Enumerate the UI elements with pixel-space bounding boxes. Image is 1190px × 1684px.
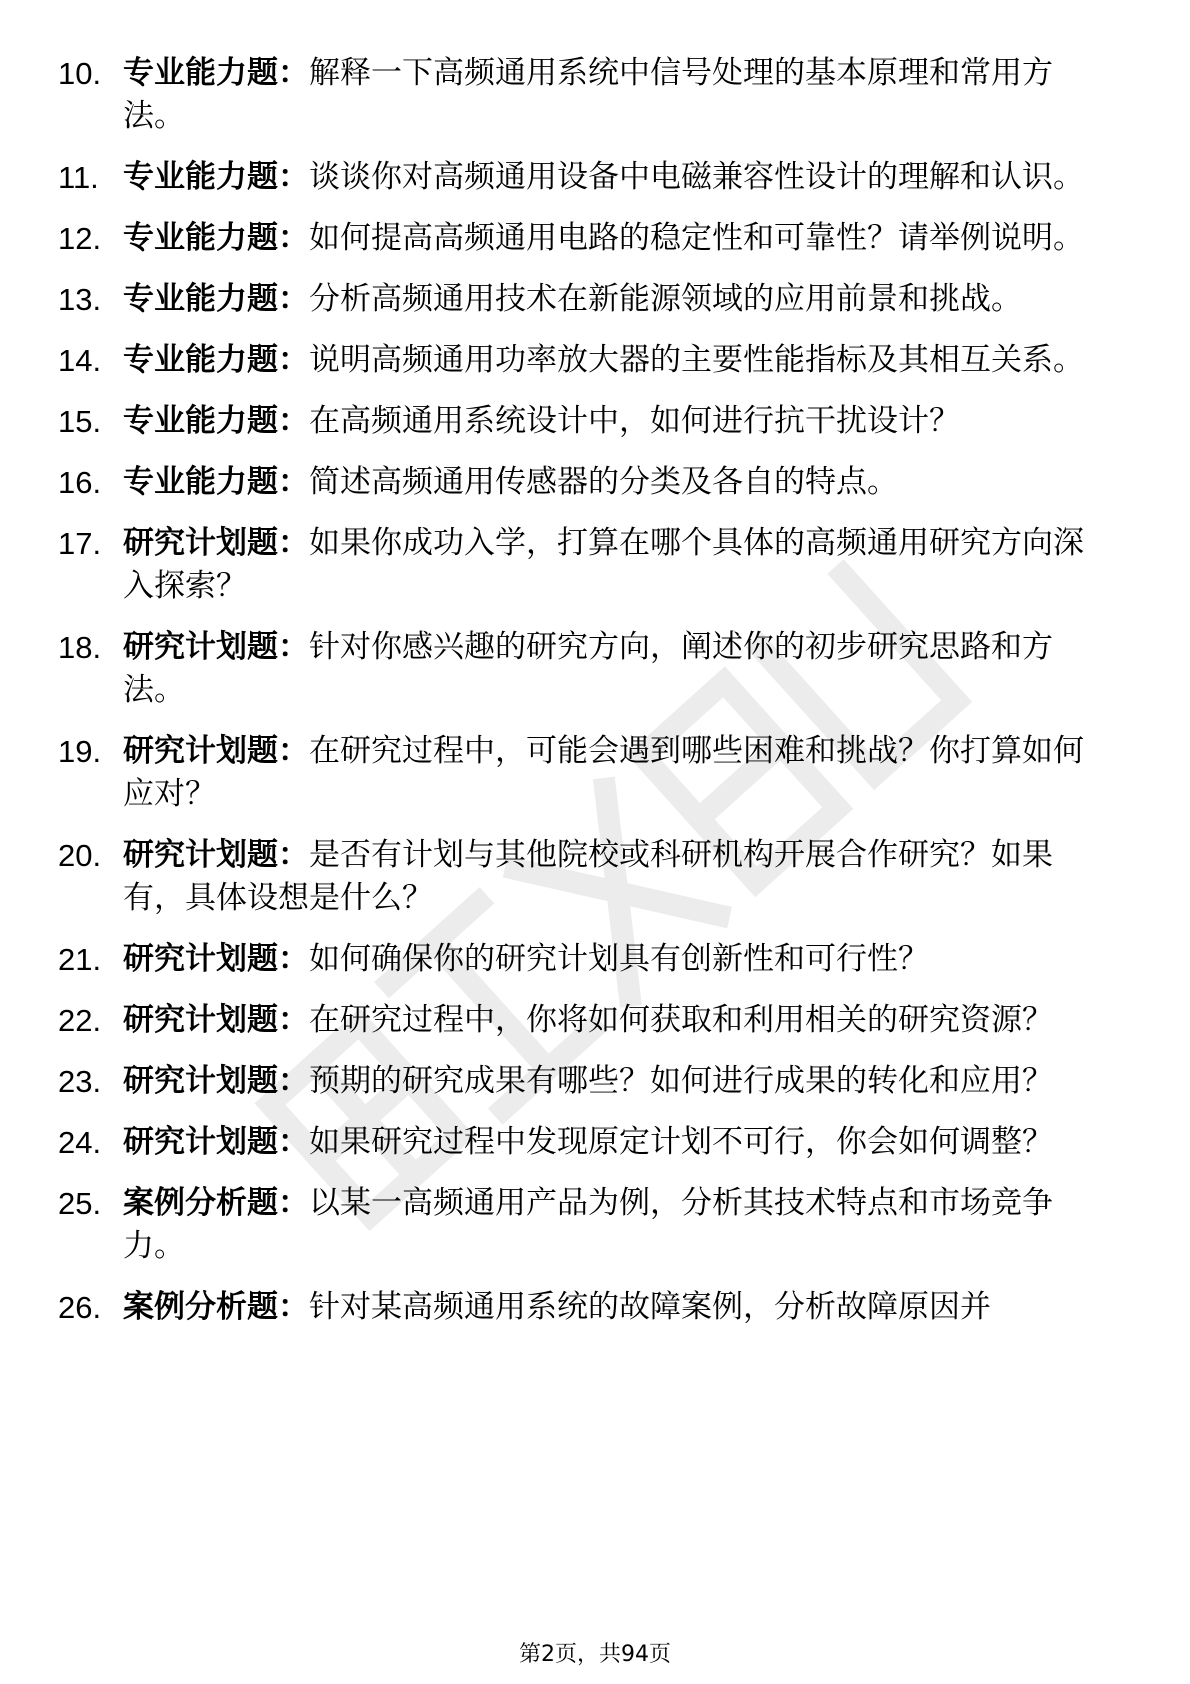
question-item <box>58 522 1108 608</box>
question-text: 在研究过程中，可能会遇到哪些困难和挑战？你打算如何应对？ <box>123 733 1084 812</box>
question-item <box>58 1182 1108 1268</box>
question-number: 21. <box>58 942 102 977</box>
question-category: 研究计划题： <box>123 941 309 977</box>
question-body <box>123 52 1108 138</box>
question-category: 研究计划题： <box>123 1124 309 1160</box>
question-category: 研究计划题： <box>123 837 309 873</box>
question-item <box>58 730 1108 816</box>
question-text: 谈谈你对高频通用设备中电磁兼容性设计的理解和认识。 <box>309 159 1084 195</box>
question-item <box>58 938 1108 981</box>
question-text: 针对你感兴趣的研究方向，阐述你的初步研究思路和方法。 <box>123 629 1053 708</box>
question-item <box>58 1121 1108 1164</box>
question-category: 专业能力题： <box>123 464 309 500</box>
question-text: 简述高频通用传感器的分类及各自的特点。 <box>309 464 898 500</box>
question-item <box>58 999 1108 1042</box>
question-number: 24. <box>58 1125 102 1160</box>
question-body <box>123 461 1108 504</box>
question-item <box>58 1286 1108 1329</box>
question-category: 专业能力题： <box>123 342 309 378</box>
question-category: 案例分析题： <box>123 1185 309 1221</box>
question-body <box>123 1286 1108 1329</box>
question-body <box>123 156 1108 199</box>
question-body <box>123 999 1108 1042</box>
question-body <box>123 278 1108 321</box>
question-text: 在研究过程中，你将如何获取和利用相关的研究资源？ <box>309 1002 1053 1038</box>
question-category: 研究计划题： <box>123 1063 309 1099</box>
question-item <box>58 461 1108 504</box>
question-text: 分析高频通用技术在新能源领域的应用前景和挑战。 <box>309 281 1022 317</box>
question-number: 17. <box>58 526 102 561</box>
question-number: 20. <box>58 838 102 873</box>
question-item <box>58 52 1108 138</box>
question-number: 18. <box>58 630 102 665</box>
question-item <box>58 156 1108 199</box>
question-category: 专业能力题： <box>123 220 309 256</box>
question-text: 在高频通用系统设计中，如何进行抗干扰设计？ <box>309 403 960 439</box>
question-body <box>123 522 1108 608</box>
question-text: 说明高频通用功率放大器的主要性能指标及其相互关系。 <box>309 342 1084 378</box>
question-body <box>123 1060 1108 1103</box>
question-category: 专业能力题： <box>123 159 309 195</box>
question-item <box>58 1060 1108 1103</box>
question-text: 是否有计划与其他院校或科研机构开展合作研究？如果有，具体设想是什么？ <box>123 837 1053 916</box>
question-category: 专业能力题： <box>123 55 309 91</box>
question-category: 研究计划题： <box>123 525 309 561</box>
question-category: 专业能力题： <box>123 403 309 439</box>
question-body <box>123 217 1108 260</box>
question-item <box>58 217 1108 260</box>
question-category: 研究计划题： <box>123 1002 309 1038</box>
question-text: 解释一下高频通用系统中信号处理的基本原理和常用方法。 <box>123 55 1053 134</box>
question-body <box>123 339 1108 382</box>
question-body <box>123 1182 1108 1268</box>
question-category: 专业能力题： <box>123 281 309 317</box>
page-number-footer: 第2页，共94页 <box>519 1642 671 1667</box>
question-number: 25. <box>58 1186 102 1221</box>
question-body <box>123 834 1108 920</box>
question-number: 15. <box>58 404 102 439</box>
question-item <box>58 339 1108 382</box>
question-text: 针对某高频通用系统的故障案例，分析故障原因并 <box>309 1289 991 1325</box>
question-number: 13. <box>58 282 102 317</box>
question-number: 26. <box>58 1290 102 1325</box>
question-body <box>123 730 1108 816</box>
question-item <box>58 834 1108 920</box>
question-list <box>58 52 1108 1347</box>
question-item <box>58 626 1108 712</box>
question-text: 如何提高高频通用电路的稳定性和可靠性？请举例说明。 <box>309 220 1084 256</box>
question-text: 如何确保你的研究计划具有创新性和可行性？ <box>309 941 929 977</box>
question-number: 14. <box>58 343 102 378</box>
question-category: 研究计划题： <box>123 629 309 665</box>
question-text: 如果研究过程中发现原定计划不可行，你会如何调整？ <box>309 1124 1053 1160</box>
question-body <box>123 938 1108 981</box>
question-number: 12. <box>58 221 102 256</box>
question-text: 如果你成功入学，打算在哪个具体的高频通用研究方向深入探索？ <box>123 525 1084 604</box>
question-text: 预期的研究成果有哪些？如何进行成果的转化和应用？ <box>309 1063 1053 1099</box>
question-text: 以某一高频通用产品为例，分析其技术特点和市场竞争力。 <box>123 1185 1053 1264</box>
question-item <box>58 400 1108 443</box>
question-body <box>123 400 1108 443</box>
question-number: 16. <box>58 465 102 500</box>
question-category: 案例分析题： <box>123 1289 309 1325</box>
question-number: 11. <box>58 160 99 195</box>
question-number: 19. <box>58 734 102 769</box>
question-category: 研究计划题： <box>123 733 309 769</box>
question-number: 10. <box>58 56 102 91</box>
question-body <box>123 1121 1108 1164</box>
question-number: 23. <box>58 1064 102 1099</box>
question-item <box>58 278 1108 321</box>
question-number: 22. <box>58 1003 102 1038</box>
question-body <box>123 626 1108 712</box>
